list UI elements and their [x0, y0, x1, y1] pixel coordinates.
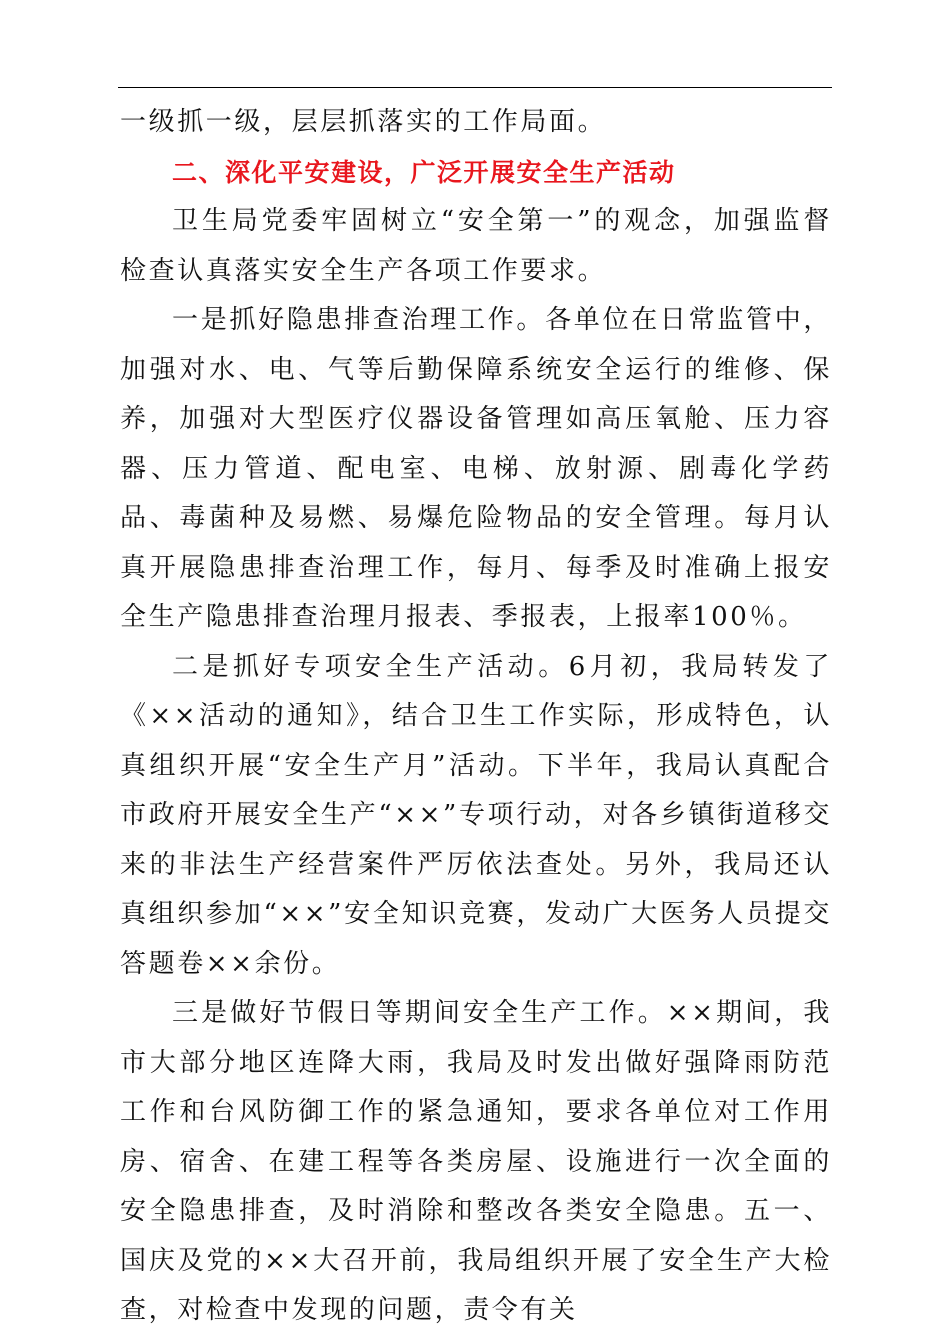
paragraph-hazard-inspection: 一是抓好隐患排查治理工作。各单位在日常监管中，加强对水、电、气等后勤保障系统安全运行的维修、保养，加强对大型医疗仪器设备管理如高压氧舱、压力容器、压力管道、配电室、电梯、放射源、剧毒化学药品、毒菌种及易燃、易爆危险物品的安全管理。每月认真开展隐患排查治理工作，每月、每季及时准确上报安全生产隐患排查治理月报表、季报表，上报率100％。	[120, 305, 832, 632]
paragraph-holiday-safety: 三是做好节假日等期间安全生产工作。××期间，我市大部分地区连降大雨，我局及时发出做好强降雨防范工作和台风防御工作的紧急通知，要求各单位对工作用房、宿舍、在建工程等各类房屋、设施进行一次全面的安全隐患排查，及时消除和整改各类安全隐患。五一、国庆及党的××大召开前，我局组织开展了安全生产大检查，对检查中发现的问题，责令有关	[120, 998, 832, 1325]
paragraph-intro: 卫生局党委牢固树立“安全第一”的观念，加强监督检查认真落实安全生产各项工作要求。	[120, 206, 832, 286]
paragraph-special-activities: 二是抓好专项安全生产活动。6月初，我局转发了《××活动的通知》，结合卫生工作实际，形成特色，认真组织开展“安全生产月”活动。下半年，我局认真配合市政府开展安全生产“××”专项行动，对各乡镇街道移交来的非法生产经营案件严厉依法查处。另外，我局还认真组织参加“××”安全知识竞赛，发动广大医务人员提交答题卷××余份。	[120, 651, 832, 979]
document-body	[120, 98, 832, 1336]
header-rule	[118, 87, 832, 88]
section-heading: 二、深化平安建设，广泛开展安全生产活动	[172, 157, 676, 187]
continuation-line: 一级抓一级，层层抓落实的工作局面。	[120, 107, 607, 137]
